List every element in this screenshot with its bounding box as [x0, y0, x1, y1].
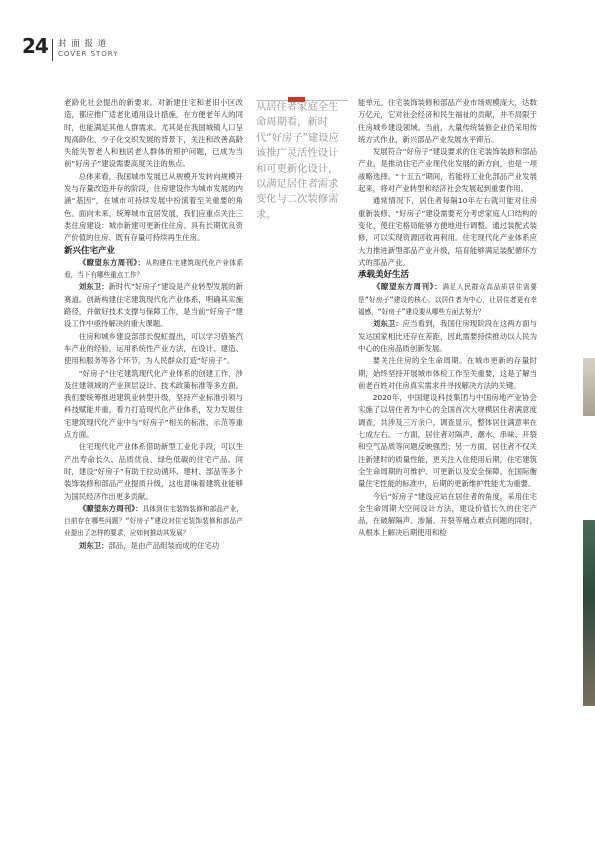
answer-label: 刘东卫：	[78, 540, 109, 550]
answer-text: 应当看到，我国住房现阶段在这两方面与发达国家相比还存在差距，因此需要持续推动以人民为中心的住房品质创新发展。	[358, 319, 537, 353]
section-heading: 新兴住宅产业	[64, 245, 116, 256]
paragraph: 2020年，中国建设科技集团与中国房地产业协会实施了以居住者为中心的全国首次大规模居住者满意度调查，共涉及三万余户。调查显示，整体居住满意率在七成左右。一方面，居住者对隔声、潮水、串味、开裂和空气品质等问题反映强烈；另一方面，居住者不仅关注新建时的质量性能，更关注入住使用后期，住宅建筑全生命周期的可维护、可更新以及安全保障。在国际衡量住宅性能的标准中，后期的更新维护性能尤为重要。	[358, 393, 537, 489]
answer-label: 刘东卫：	[372, 319, 403, 329]
paragraph: 住宅现代化产业体系借助新型工业化手段，可以生产出寿命长久、品质优良、绿色低碳的住宅产品。同时，建设“好房子”有助于拉动循环、建材、部品等多个装饰装修和部品产业提质升级，这也意味着建筑业能够为国民经济作出更多贡献。	[64, 442, 243, 501]
question	[358, 281, 537, 318]
answer-text: 新时代“好房子”建设是产业转型发展的新赛道。创新构建住宅建筑现代化产业体系，明确其实施路径，并做好技术支撑与保障工作，是当前“好房子”建设工作中亟待解决的重大课题。	[64, 282, 243, 329]
question	[64, 503, 243, 540]
article-column-left	[64, 97, 243, 552]
question-label: 《瞭望东方周刊》：	[78, 503, 143, 513]
question-label: 《瞭望东方周刊》：	[372, 282, 443, 292]
question-text: 具体到住宅装饰装修和部品产业，目前存在哪些问题？“好房子”建设对住宅装饰装修和部品产业提出了怎样的要求，应如何推动其发展？	[64, 504, 244, 538]
paragraph: 能单元。住宅装饰装修和部品产业市场规模庞大，达数万亿元，它对社会经济和民生福祉的贡献，并不局限于住房城乡建设领域。当前，大量传统装修企业仍采用传统方式作业，新兴部品产业发展水平滞后。	[358, 98, 537, 144]
paragraph: 要关注住房的全生命周期。在城市更新的存量时期，始终坚持开展城市体检工作至关重要，这是了解当前老百姓对住房真实需求并寻找解决方法的关键。	[358, 356, 537, 390]
question	[64, 257, 243, 282]
photo-edge-strip	[583, 520, 595, 706]
section-name-cn: 封 面 报 道	[58, 39, 108, 49]
paragraph: 今后“好房子”建设应站在居住者的角度，采用住宅全生命周期大空间设计方法，建设价值长久的住宅产品，在破解隔声、渗漏、开裂等痛点难点问题的同时，从根本上解决后期使用和检	[358, 491, 537, 538]
section-heading: 承载美好生活	[358, 270, 410, 281]
answer-text: 部品，是由产品组装而成的住宅功	[108, 540, 220, 550]
question-text: 满足人民群众高品质居住需要是“好房子”建设的核心，以居住者为中心，让居住者更有幸福感，“好房子”建设要从哪些方面去努力？	[358, 283, 537, 317]
paragraph: 发展符合“好房子”建设要求的住宅装饰装修和部品产业，是推动住宅产业现代化发展的新方向，也是一项战略选择。“十五五”期间，若能将工业化部品产业发展起来，将对产业转型和经济社会发展起到重要作用。	[358, 147, 537, 194]
paragraph: 老龄化社会提出的新要求。对新建住宅和老旧小区改造，都应推广适老化通用设计措施，在方便老年人的同时，也能满足其他人群需求。尤其是在我国城镇人口呈现高龄化、少子化交织发展的背景下，关注和改善高龄失能失智老人和独居老人群体的照护问题，已成为当前“好房子”建设需要高度关注的焦点。	[64, 98, 243, 169]
article-column-right	[358, 97, 537, 540]
header-divider	[52, 39, 53, 61]
paragraph: 总体来看，我国城市发展已从规模开发转向规模开发与存量改造并存的阶段，住房建设作为城市发展的内涵“基因”，在城市可持续发展中扮演着至关重要的角色。面向未来，统筹城市宜居发展，我们应重点关注三类住房建设：城市新建可更新住住房、具有长期优良资产价值的住房、既有存量可持续再生住房。	[64, 171, 243, 243]
paragraph: “好房子”住宅建筑现代化产业体系的创建工作，涉及住建领域的产业顶层设计、技术政策标准等多方面。我们要统筹推进建筑业转型升级，坚持产业标准引领与科技赋能并重，着力打造现代化产业体系，发力发展住宅建筑现代化产业中与“好房子”相关的标准、示范等重点方面。	[64, 368, 243, 440]
answer-label: 刘东卫：	[78, 282, 109, 292]
answer	[64, 281, 243, 330]
paragraph: 住房和城乡建设部部长倪虹提出，可以学习借鉴汽车产业的经验，运用系统性产业方法，在设计、建造、使用和服务等各个环节，为人民群众打造“好房子”。	[64, 331, 243, 366]
answer	[64, 540, 243, 552]
photo-edge-strip	[583, 358, 595, 416]
paragraph: 通常情况下，居住者每隔10年左右就可能对住房重新装修。“好房子”建设需要充分考虑家庭人口结构的变化，使住宅格局能够方便地进行调整。通过装配式装修，可以实现资源回收再利用。住宅现代化产业体系应大力推进新型部品产业升级，培育能够满足装配循环方式的部品产业。	[358, 196, 537, 267]
question-text: 从构建住宅建筑现代化产业体系看，当下有哪些重点工作？	[64, 258, 243, 280]
section-name-en: COVER STORY	[58, 50, 119, 58]
question-label: 《瞭望东方周刊》：	[78, 257, 146, 267]
pull-quote: 从居住者家庭全生命周期看，新时代“好房子”建设应该推广灵活性设计和可更新化设计，以满足居住者需求变化与二次装修需求。	[256, 101, 339, 221]
answer	[358, 318, 537, 355]
page-number: 24	[22, 34, 48, 58]
